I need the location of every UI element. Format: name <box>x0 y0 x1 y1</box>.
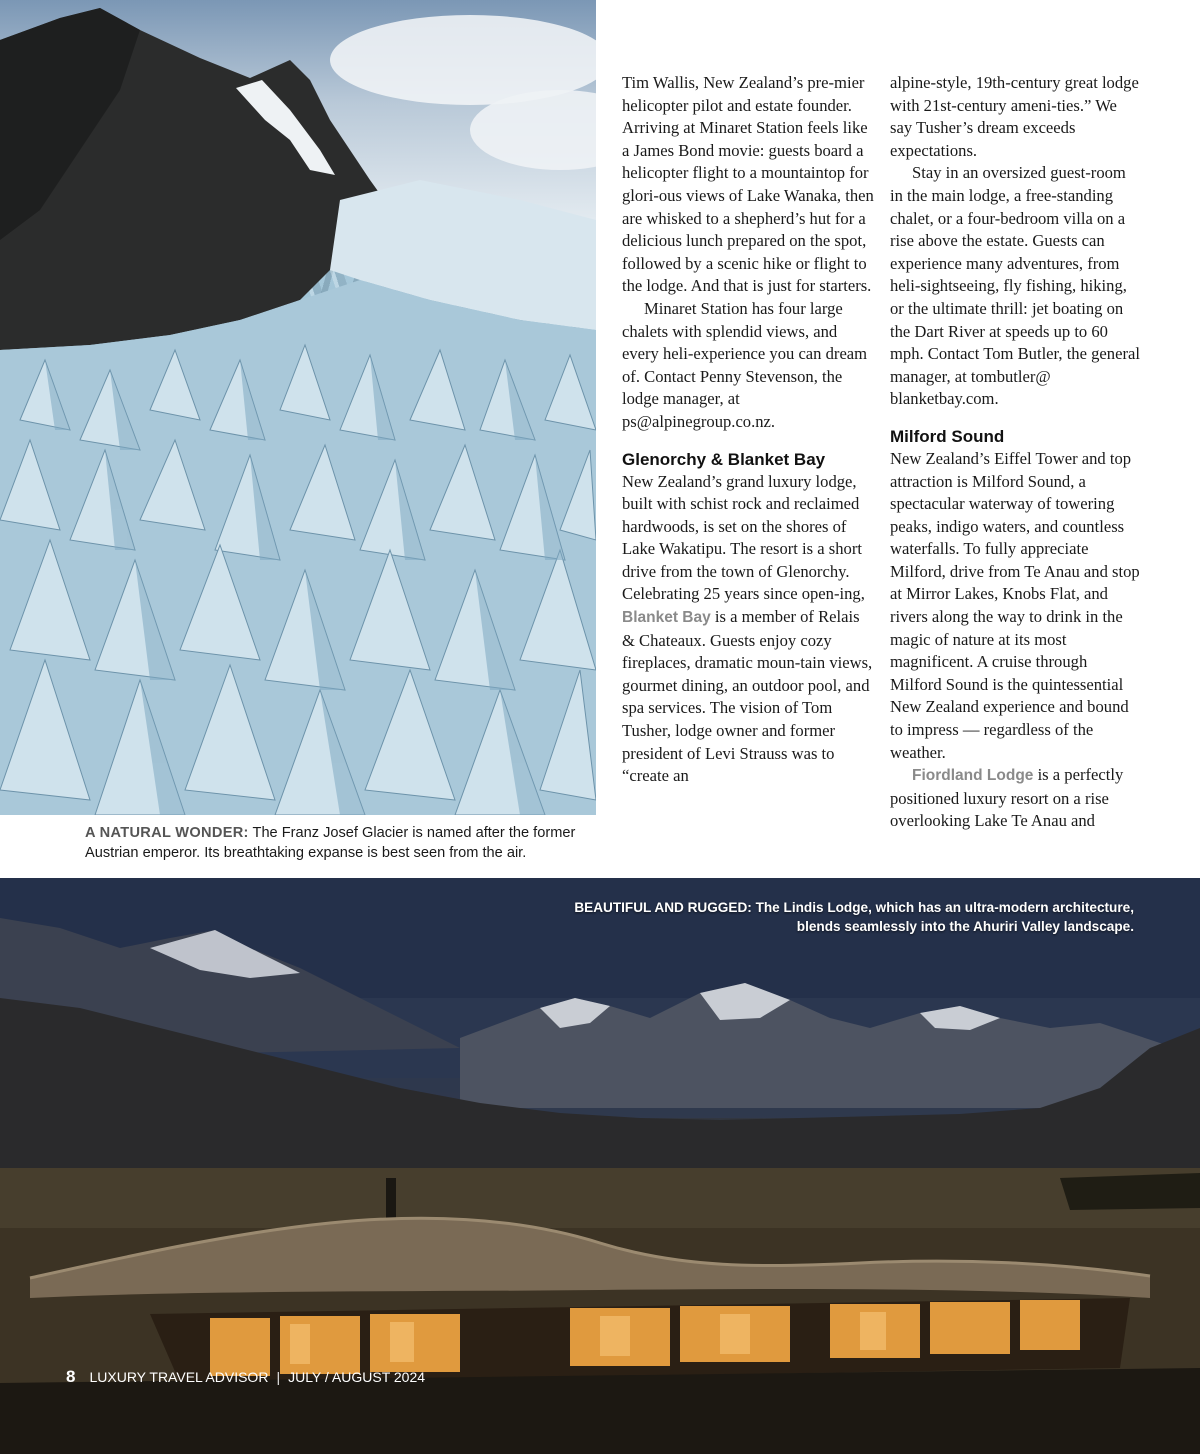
heading-milford-sound: Milford Sound <box>890 426 1005 446</box>
paragraph-tusher-vision: alpine-style, 19th-century great lodge with 21st-century ameni-ties.” We say Tusher’s dream exceeds expectations. <box>890 73 1139 160</box>
paragraph-fiordland-lodge-text: is a perfectly positioned luxury resort on a rise overlooking Lake Te Anau and <box>890 765 1124 831</box>
paragraph-minaret-chalets: Minaret Station has four large chalets with splendid views, and every heli-experience you can dream of. Contact Penny Stevenson, the lodge manager, at ps@alpinegroup.co.nz. <box>622 298 868 431</box>
article-column-2 <box>890 72 1142 833</box>
glacier-photo <box>0 0 596 815</box>
paragraph-blanket-bay-text-a: New Zealand’s grand luxury lodge, built with schist rock and reclaimed hardwoods, is set on the shores of Lake Wakatipu. The resort is a short drive from the town of Glenorchy. Celebrating 25 years since open-ing, <box>622 471 865 604</box>
paragraph-minaret-intro: Tim Wallis, New Zealand’s pre-mier helicopter pilot and estate founder. Arriving at Minaret Station feels like a James Bond movie: guests board a helicopter flight to a mountaintop for glori-ous views of Lake Wanaka, then are whisked to a shepherd’s hut for a delicious lunch prepared on the spot, followed by a scenic hike or flight to the lodge. And that is just for starters. <box>622 73 874 296</box>
caption-glacier-text: The Franz Josef Glacier is named after the former Austrian emperor. Its breathtaking expanse is best seen from the air. <box>85 825 576 861</box>
glacier-illustration <box>0 0 596 815</box>
page-number: 8 <box>66 1367 76 1386</box>
footer-separator: | <box>276 1369 281 1385</box>
paragraph-stay-options: Stay in an oversized guest-room in the main lodge, a free-standing chalet, or a four-bedroom villa on a rise above the estate. Guests can experience many adventures, from heli-sightseeing, fly fishing, hiking, or the ultimate thrill: jet boating on the Dart River at speeds up to 60 mph. Contact Tom Butler, the general manager, at tombutler@ blanketbay.com. <box>890 163 1140 409</box>
caption-lodge <box>434 898 1134 936</box>
paragraph-blanket-bay <box>622 471 874 788</box>
paragraph-fiordland-lodge <box>890 764 1142 833</box>
paragraph-milford-sound: New Zealand’s Eiffel Tower and top attraction is Milford Sound, a spectacular waterway of towering peaks, indigo waters, and countless waterfalls. To fully appreciate Milford, drive from Te Anau and stop at Mirror Lakes, Knobs Flat, and rivers along the way to drink in the magic of nature at its most magnificent. A cruise through Milford Sound is the quintessential New Zealand experience and bound to impress — regardless of the weather. <box>890 448 1140 762</box>
link-blanket-bay[interactable]: Blanket Bay <box>622 609 711 627</box>
page-footer <box>66 1367 425 1387</box>
lodge-photo <box>0 878 1200 1454</box>
issue-date: JULY / AUGUST 2024 <box>288 1369 426 1385</box>
link-fiordland-lodge[interactable]: Fiordland Lodge <box>912 767 1034 785</box>
caption-lodge-line-1: BEAUTIFUL AND RUGGED: The Lindis Lodge, which has an ultra-modern architecture, <box>574 900 1134 915</box>
paragraph-blanket-bay-text-b: is a member of Relais & Chateaux. Guests enjoy cozy fireplaces, dramatic moun-tain views, gourmet dining, an outdoor pool, and spa services. The vision of Tom Tusher, lodge owner and former president of Levi Strauss was to “create an <box>622 607 873 786</box>
caption-lodge-line-2: blends seamlessly into the Ahuriri Valley landscape. <box>796 919 1134 934</box>
caption-glacier-lead: A NATURAL WONDER: <box>85 825 249 841</box>
article-column-1 <box>622 72 874 788</box>
heading-glenorchy: Glenorchy & Blanket Bay <box>622 449 826 469</box>
caption-glacier <box>85 824 605 863</box>
publication-name: LUXURY TRAVEL ADVISOR <box>89 1369 269 1385</box>
